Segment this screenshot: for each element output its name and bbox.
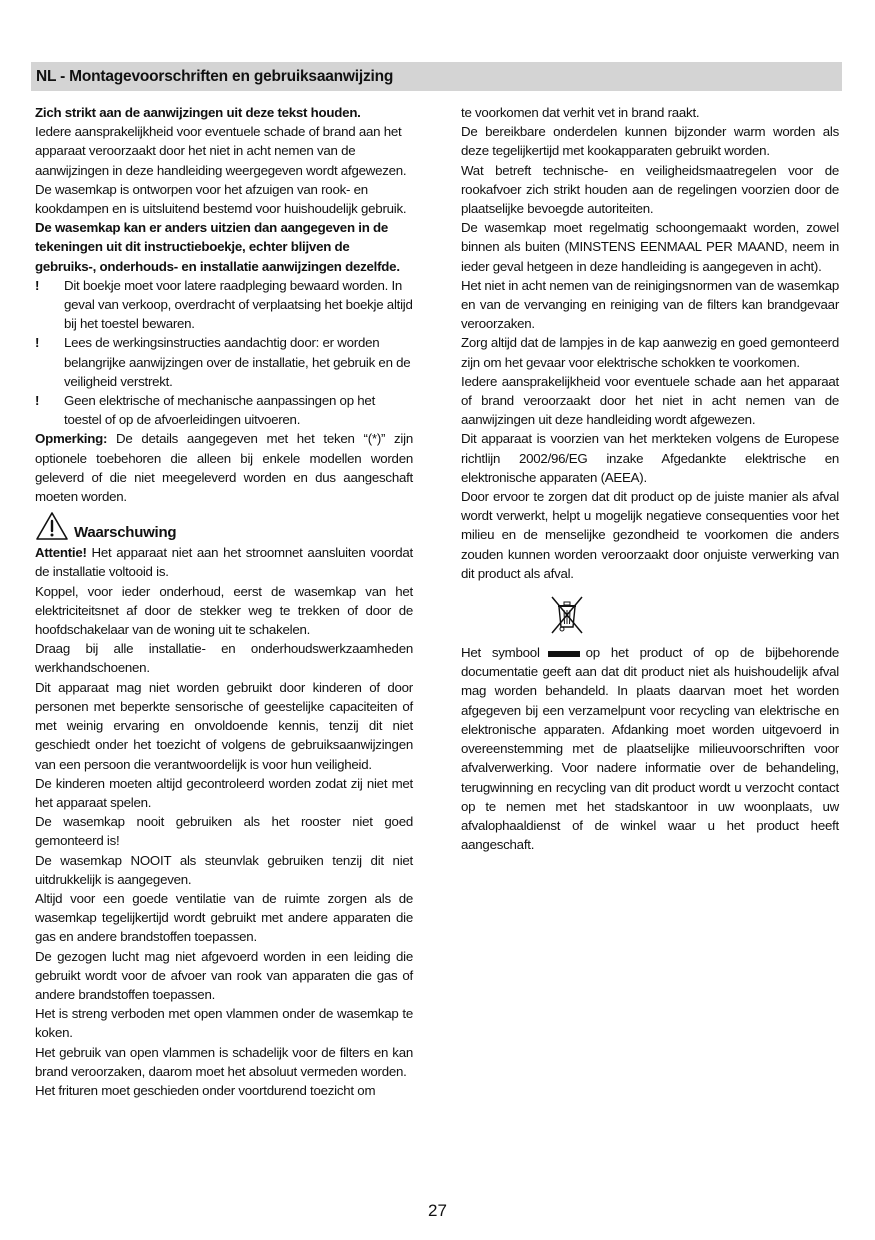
symbol-text-before: Het symbool [461,645,540,661]
right-paragraph: Wat betreft technische- en veiligheidsmaatregelen voor de rookafvoer zich strikt houden aan de regelingen voorzien door de plaatselijke bevoegde autoriteiten. [461,162,839,217]
exclamation-icon: ! [35,277,40,293]
right-paragraph: te voorkomen dat verhit vet in brand raakt. [461,105,700,120]
right-column [461,103,839,854]
left-paragraph: Draag bij alle installatie- en onderhoudswerkzaamheden werkhandschoenen. [35,641,413,676]
right-paragraph: Dit apparaat is voorzien van het merkteken volgens de Europese richtlijn 2002/96/EG inzake Afgedankte elektrische en elektronische apparaten (AEEA). [461,431,839,485]
attention-label: Attentie! [35,545,87,561]
left-paragraph: Altijd voor een goede ventilatie van de ruimte zorgen als de wasemkap tegelijkertijd wordt gebruikt met andere apparaten die gas en andere brandstoffen toepassen. [35,890,413,945]
bullet-text: Lees de werkingsinstructies aandachtig door: er worden belangrijke aanwijzingen over de installatie, het gebruik en de veiligheid verstrekt. [64,335,411,389]
warning-title: Waarschuwing [74,524,177,542]
drawings-notice: De wasemkap kan er anders uitzien dan aangegeven in de tekeningen uit dit instructieboekje, echter blijven de gebruiks-, onderhouds- en installatie aanwijzingen dezelfde. [35,220,400,274]
warning-heading [35,513,413,543]
left-paragraph: Het gebruik van open vlammen is schadelijk voor de filters en kan brand veroorzaken, daarom moet het absoluut vermeden worden. [35,1044,413,1079]
intro-paragraph: Iedere aansprakelijkheid voor eventuele schade of brand aan het apparaat veroorzaakt door het niet in acht nemen van de aanwijzingen in deze handleiding weergegeven wordt afgewezen. De wasemkap is ontworpen voor het afzuigen van rook- en kookdampen en is uitsluitend bestemd voor huishoudelijk gebruik. [35,124,407,217]
page-number: 27 [428,1201,447,1220]
left-paragraph: De wasemkap nooit gebruiken als het rooster niet goed gemonteerd is! [35,814,413,849]
bullet-item [35,333,413,391]
note-text: De details aangegeven met het teken “(*)” zijn optionele toebehoren die alleen bij enkele modellen worden geleverd of die niet meegeleverd worden en dus aangeschaft moeten worden. [35,431,413,505]
right-paragraph: Iedere aansprakelijkheid voor eventuele schade aan het apparaat of brand veroorzaakt door het niet in acht nemen van de aanwijzingen uit deze handleiding wordt afgewezen. [461,373,839,428]
bullet-text: Dit boekje moet voor latere raadpleging bewaard worden. In geval van verkoop, overdracht of verplaatsing het boekje altijd bij het toestel bewaren. [64,277,413,332]
black-bar-icon [548,651,580,657]
attention-paragraph [35,543,413,581]
bullet-text: Geen elektrische of mechanische aanpassingen op het toestel of op de afvoerleidingen uitvoeren. [64,393,376,428]
weee-symbol [461,593,839,635]
bullet-item [35,276,413,334]
left-paragraph: De kinderen moeten altijd gecontroleerd worden zodat zij niet met het apparaat spelen. [35,775,413,810]
section-title: NL - Montagevoorschriften en gebruiksaanwijzing [36,68,394,85]
bullet-item [35,391,413,429]
right-paragraph: Het niet in acht nemen van de reinigingsnormen van de wasemkap en van de vervanging en reiniging van de filters kan brandgevaar veroorzaken. [461,277,839,332]
right-paragraph: Zorg altijd dat de lampjes in de kap aanwezig en goed gemonteerd zijn om het gevaar voor elektrische schokken te voorkomen. [461,335,839,370]
exclamation-icon: ! [35,393,40,409]
left-paragraph: Koppel, voor ieder onderhoud, eerst de wasemkap van het elektriciteitsnet af door de stekker weg te trekken of door de hoofdschakelaar van de woning uit te schakelen. [35,583,413,638]
right-paragraph: Door ervoor te zorgen dat dit product op de juiste manier als afval wordt verwerkt, helpt u mogelijk negatieve consequenties voor het milieu en de menselijke gezondheid te voorkomen die anders zouden kunnen worden veroorzaakt door onjuiste verwerking van dit product als afval. [461,489,839,581]
attention-text: Het apparaat niet aan het stroomnet aansluiten voordat de installatie voltooid is. [35,545,413,580]
symbol-text-after: op het product of op de bijbehorende documentatie geeft aan dat dit product niet als huishoudelijk afval mag worden behandeld. In plaats daarvan moet het worden afgegeven bij een verzamelpunt voor recycling van elektrische en elektronische apparaten. Afdanking moet worden uitgevoerd in overeenstemming met de plaatselijke milieuvoorschriften voor afvalverwerking. Voor nadere informatie over de behandeling, terugwinning en recycling van dit product wordt u verzocht contact op te nemen met het stadskantoor in uw woonplaats, uw afvalophaaldienst of de winkel waar u het product heeft aangeschaft. [461,645,839,853]
note-label: Opmerking: [35,431,108,447]
intro-heading: Zich strikt aan de aanwijzingen uit deze tekst houden. [35,105,361,120]
left-paragraph: Het is streng verboden met open vlammen onder de wasemkap te koken. [35,1006,413,1041]
crossed-out-bin-icon [546,593,588,635]
left-paragraph: De wasemkap NOOIT als steunvlak gebruiken tenzij dit niet uitdrukkelijk is aangegeven. [35,852,413,887]
note-paragraph [35,429,413,506]
symbol-paragraph [461,643,839,854]
left-paragraph: De gezogen lucht mag niet afgevoerd worden in een leiding die gebruikt wordt voor de afvoer van rook van apparaten die gas of andere brandstoffen toepassen. [35,948,413,1002]
exclamation-icon: ! [35,335,40,351]
left-paragraph: Het frituren moet geschieden onder voortdurend toezicht om [35,1082,376,1098]
left-column [35,103,413,1100]
section-header-bar [31,62,842,91]
right-paragraph: De wasemkap moet regelmatig schoongemaakt worden, zowel binnen als buiten (MINSTENS EENMAAL PER MAAND, neem in ieder geval hetgeen in deze handleiding is aangegeven in acht). [461,220,839,274]
warning-triangle-icon [35,511,69,541]
left-paragraph: Dit apparaat mag niet worden gebruikt door kinderen of door personen met beperkte sensorische of geestelijke capaciteiten of met weinig ervaring en onvoldoende kennis, tenzij dit niet geschiedt onder het toezicht of volgens de gebruiksaanwijzingen van een persoon die verantwoordelijk is voor hun veiligheid. [35,679,413,772]
right-paragraph: De bereikbare onderdelen kunnen bijzonder warm worden als deze tegelijkertijd met kookapparaten gebruikt worden. [461,124,839,159]
